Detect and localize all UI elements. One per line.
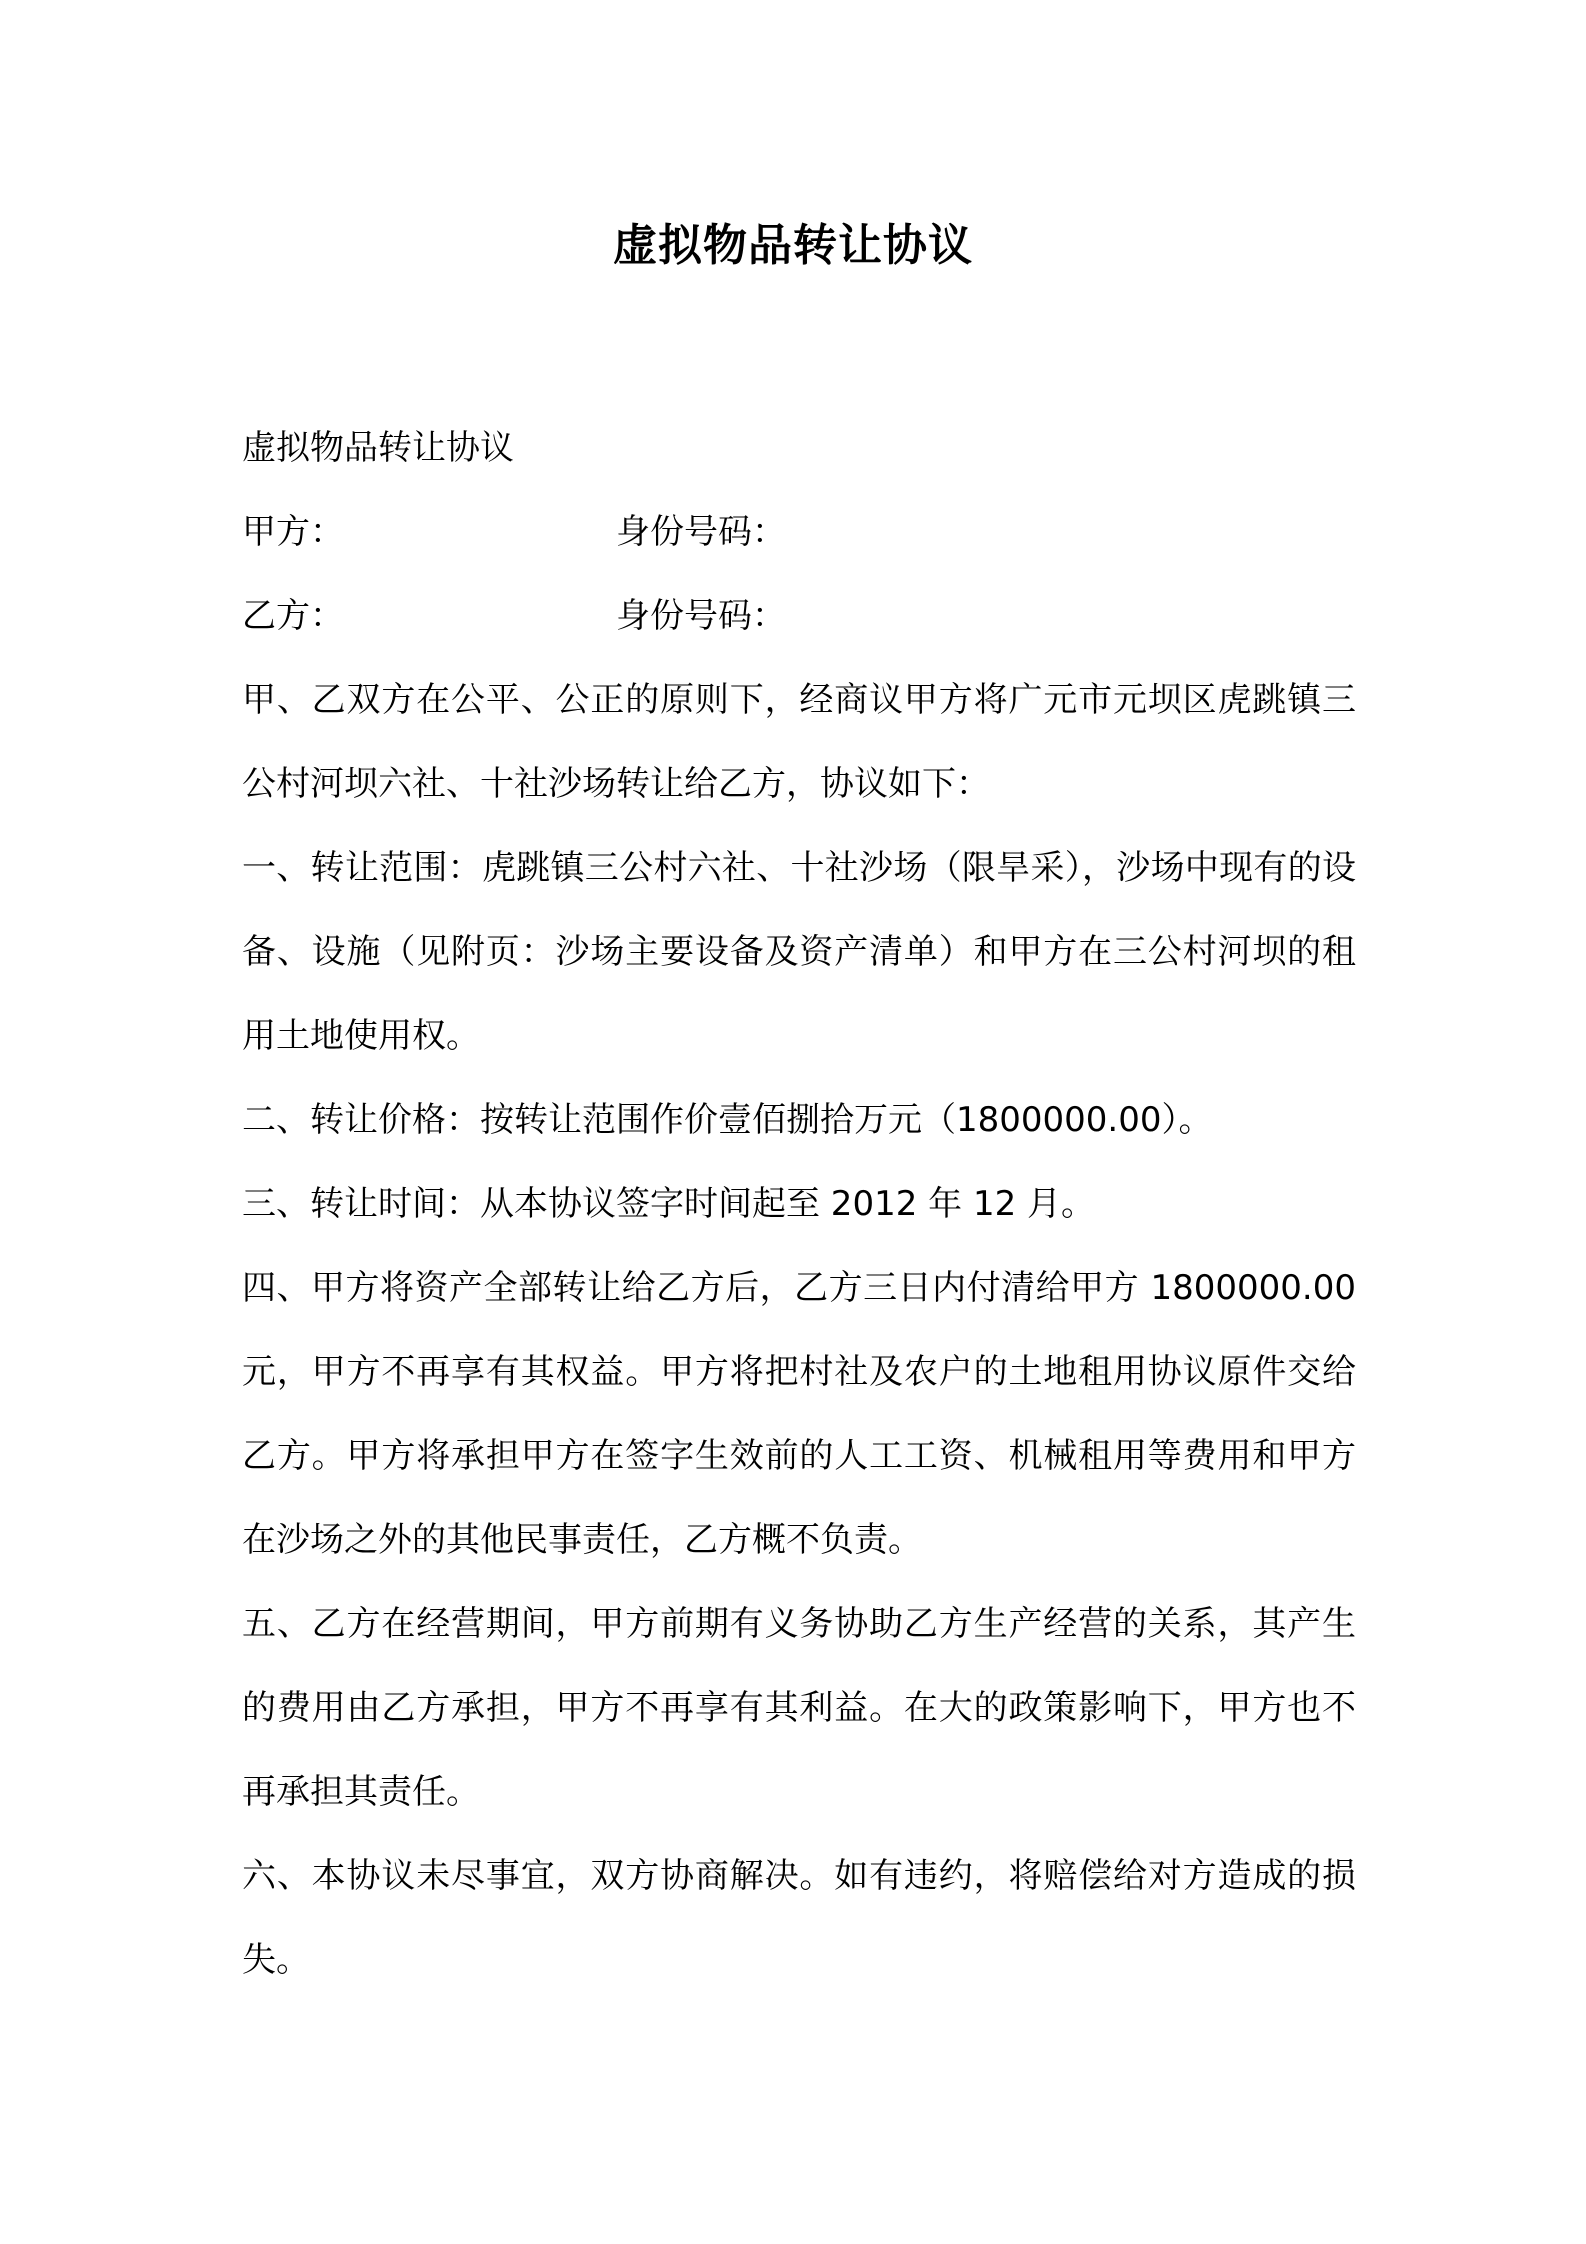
paragraph-clause-3: 三、转让时间：从本协议签字时间起至 2012 年 12 月。 (242, 1184, 1096, 1224)
paragraph-clause-6: 六、本协议未尽事宜，双方协商解决。如有违约，将赔偿给对方造成的损失。 (242, 1856, 1356, 1980)
paragraph-clause-4: 四、甲方将资产全部转让给乙方后，乙方三日内付清给甲方 1800000.00 元，甲方不再享有其权益。甲方将把村社及农户的土地租用协议原件交给乙方。甲方将承担甲方在签字生效前的人工工资、机械租用等费用和甲方在沙场之外的其他民事责任，乙方概不负责。 (242, 1268, 1356, 1560)
paragraph-preamble: 甲、乙双方在公平、公正的原则下，经商议甲方将广元市元坝区虎跳镇三公村河坝六社、十社沙场转让给乙方，协议如下： (242, 680, 1356, 804)
party-b-label: 乙方： (242, 596, 344, 636)
paragraph-clause-5: 五、乙方在经营期间，甲方前期有义务协助乙方生产经营的关系，其产生的费用由乙方承担，甲方不再享有其利益。在大的政策影响下，甲方也不再承担其责任。 (242, 1604, 1356, 1812)
paragraph-clause-2: 二、转让价格：按转让范围作价壹佰捌拾万元（1800000.00）。 (242, 1100, 1213, 1140)
party-a-line (242, 490, 1356, 574)
party-b-line (242, 574, 1356, 658)
document-subtitle: 虚拟物品转让协议 (242, 428, 514, 468)
document-body (242, 406, 1356, 2002)
party-a-label: 甲方： (242, 512, 344, 552)
party-b-id-label: 身份号码： (616, 596, 786, 636)
party-a-id-label: 身份号码： (616, 512, 786, 552)
document-title: 虚拟物品转让协议 (613, 220, 973, 271)
paragraph-clause-1: 一、转让范围：虎跳镇三公村六社、十社沙场（限旱采），沙场中现有的设备、设施（见附页：沙场主要设备及资产清单）和甲方在三公村河坝的租用土地使用权。 (242, 848, 1356, 1056)
